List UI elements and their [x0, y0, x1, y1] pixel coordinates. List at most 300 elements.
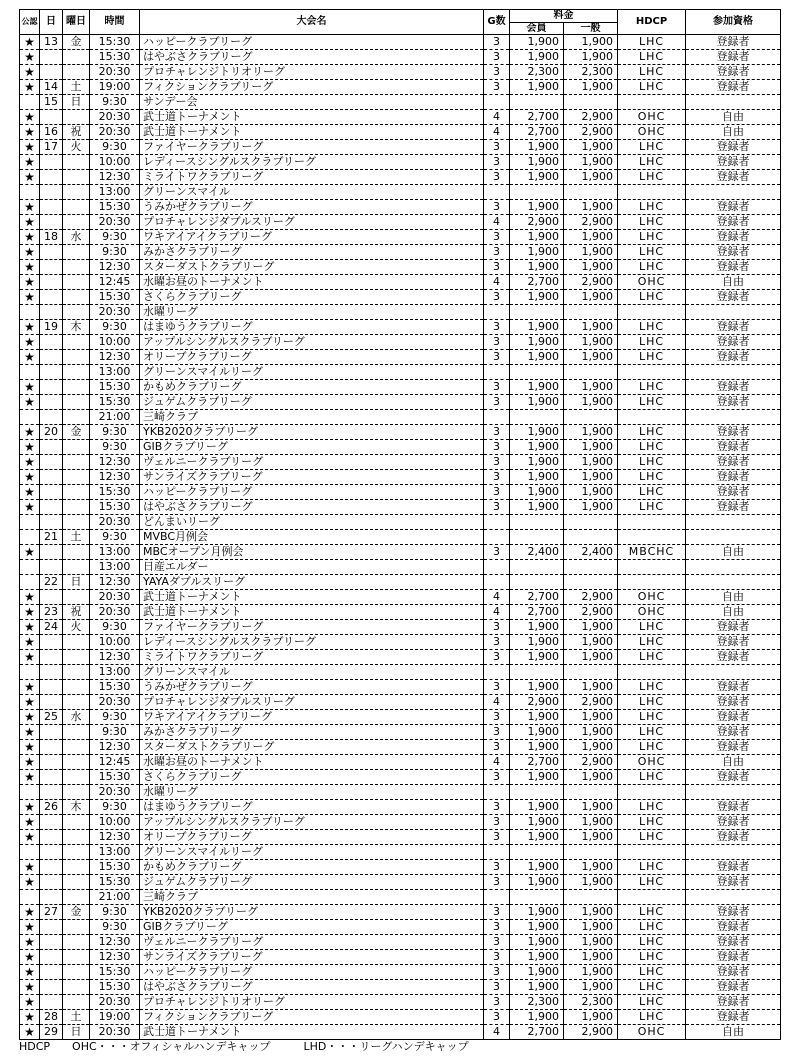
weekday-cell [63, 470, 90, 485]
qualification-cell: 登録者 [686, 320, 781, 335]
official-star [20, 515, 40, 530]
weekday-cell [63, 860, 90, 875]
fee-member-cell [510, 665, 564, 680]
fee-member-cell: 1,900 [510, 740, 564, 755]
hdcp-cell: OHC [618, 275, 686, 290]
qualification-cell: 登録者 [686, 50, 781, 65]
weekday-cell: 金 [63, 425, 90, 440]
hdcp-cell: LHC [618, 140, 686, 155]
weekday-cell [63, 950, 90, 965]
event-name-cell: MBCオープン月例会 [140, 545, 484, 560]
table-row [20, 560, 781, 575]
time-cell: 15:30 [90, 860, 140, 875]
qualification-cell: 登録者 [686, 215, 781, 230]
official-star: ★ [20, 1025, 40, 1040]
qualification-cell: 登録者 [686, 1010, 781, 1025]
time-cell: 15:30 [90, 290, 140, 305]
day-cell [40, 335, 63, 350]
official-star: ★ [20, 245, 40, 260]
games-cell [484, 890, 510, 905]
day-cell [40, 890, 63, 905]
weekday-cell [63, 980, 90, 995]
weekday-cell [63, 830, 90, 845]
games-cell [484, 365, 510, 380]
qualification-cell: 登録者 [686, 35, 781, 50]
fee-general-cell: 2,900 [564, 125, 618, 140]
fee-general-cell: 2,900 [564, 275, 618, 290]
day-cell: 20 [40, 425, 63, 440]
games-cell: 4 [484, 275, 510, 290]
fee-member-cell: 1,900 [510, 725, 564, 740]
hdcp-cell: LHC [618, 260, 686, 275]
day-cell: 15 [40, 95, 63, 110]
event-name-cell: 日産エルダー [140, 560, 484, 575]
official-star [20, 665, 40, 680]
official-star: ★ [20, 935, 40, 950]
games-cell: 3 [484, 485, 510, 500]
games-cell: 3 [484, 380, 510, 395]
fee-member-cell: 1,900 [510, 50, 564, 65]
fee-general-cell: 2,900 [564, 1025, 618, 1040]
event-name-cell: ワキアイアイクラブリーグ [140, 710, 484, 725]
fee-general-cell: 1,900 [564, 200, 618, 215]
weekday-cell: 水 [63, 230, 90, 245]
fee-member-cell [510, 575, 564, 590]
fee-member-cell: 1,900 [510, 425, 564, 440]
fee-member-cell: 1,900 [510, 680, 564, 695]
fee-general-cell: 1,900 [564, 950, 618, 965]
fee-general-cell: 1,900 [564, 680, 618, 695]
fee-member-cell: 1,900 [510, 380, 564, 395]
qualification-cell: 登録者 [686, 650, 781, 665]
hdcp-cell: LHC [618, 875, 686, 890]
fee-general-cell: 2,300 [564, 65, 618, 80]
official-star [20, 185, 40, 200]
day-cell [40, 725, 63, 740]
day-cell: 25 [40, 710, 63, 725]
official-star: ★ [20, 770, 40, 785]
header-fee-member: 会員 [510, 23, 564, 35]
official-star: ★ [20, 1010, 40, 1025]
hdcp-cell: LHC [618, 440, 686, 455]
qualification-cell: 登録者 [686, 860, 781, 875]
fee-general-cell: 1,900 [564, 965, 618, 980]
fee-member-cell: 2,700 [510, 110, 564, 125]
time-cell: 20:30 [90, 110, 140, 125]
weekday-cell [63, 845, 90, 860]
fee-general-cell: 1,900 [564, 80, 618, 95]
hdcp-cell: LHC [618, 200, 686, 215]
fee-member-cell: 2,400 [510, 545, 564, 560]
weekday-cell: 祝 [63, 605, 90, 620]
event-name-cell: ジュゲムクラブリーグ [140, 875, 484, 890]
event-name-cell: 武士道トーナメント [140, 110, 484, 125]
event-name-cell: ヴェルニークラブリーグ [140, 455, 484, 470]
event-name-cell: アップルシングルスクラブリーグ [140, 815, 484, 830]
day-cell [40, 200, 63, 215]
table-row [20, 950, 781, 965]
qualification-cell: 登録者 [686, 680, 781, 695]
table-row [20, 380, 781, 395]
qualification-cell: 登録者 [686, 965, 781, 980]
games-cell [484, 530, 510, 545]
time-cell: 13:00 [90, 185, 140, 200]
time-cell: 20:30 [90, 125, 140, 140]
qualification-cell: 登録者 [686, 875, 781, 890]
event-name-cell: 水曜お昼のトーナメント [140, 755, 484, 770]
fee-general-cell: 1,900 [564, 245, 618, 260]
event-name-cell: うみかぜクラブリーグ [140, 200, 484, 215]
fee-member-cell: 1,900 [510, 860, 564, 875]
fee-member-cell: 1,900 [510, 170, 564, 185]
table-row [20, 335, 781, 350]
day-cell [40, 350, 63, 365]
official-star [20, 845, 40, 860]
time-cell: 9:30 [90, 800, 140, 815]
weekday-cell [63, 50, 90, 65]
hdcp-cell: LHC [618, 380, 686, 395]
official-star: ★ [20, 230, 40, 245]
event-name-cell: ヴェルニークラブリーグ [140, 935, 484, 950]
fee-member-cell [510, 95, 564, 110]
qualification-cell: 登録者 [686, 500, 781, 515]
qualification-cell: 登録者 [686, 350, 781, 365]
hdcp-cell [618, 665, 686, 680]
time-cell: 20:30 [90, 1025, 140, 1040]
day-cell: 28 [40, 1010, 63, 1025]
games-cell: 3 [484, 455, 510, 470]
day-cell [40, 65, 63, 80]
official-star [20, 305, 40, 320]
time-cell: 20:30 [90, 605, 140, 620]
official-star: ★ [20, 140, 40, 155]
event-name-cell: 武士道トーナメント [140, 125, 484, 140]
event-name-cell: サンライズクラブリーグ [140, 950, 484, 965]
fee-member-cell: 1,900 [510, 485, 564, 500]
table-row [20, 530, 781, 545]
event-name-cell: プロチャレンジトリオリーグ [140, 995, 484, 1010]
table-row [20, 755, 781, 770]
official-star: ★ [20, 50, 40, 65]
header-qualification: 参加資格 [686, 10, 781, 35]
weekday-cell [63, 455, 90, 470]
fee-general-cell: 1,900 [564, 290, 618, 305]
games-cell: 4 [484, 125, 510, 140]
fee-general-cell: 1,900 [564, 380, 618, 395]
weekday-cell: 火 [63, 620, 90, 635]
event-name-cell: スターダストクラブリーグ [140, 260, 484, 275]
hdcp-cell: OHC [618, 605, 686, 620]
fee-general-cell: 2,900 [564, 110, 618, 125]
hdcp-cell: MBCHC [618, 545, 686, 560]
fee-member-cell: 2,700 [510, 605, 564, 620]
table-row [20, 425, 781, 440]
table-row [20, 275, 781, 290]
event-name-cell: 武士道トーナメント [140, 1025, 484, 1040]
header-star-label: 公認 [21, 17, 38, 26]
event-name-cell: プロチャレンジダブルスリーグ [140, 215, 484, 230]
weekday-cell [63, 590, 90, 605]
official-star: ★ [20, 275, 40, 290]
time-cell: 15:30 [90, 485, 140, 500]
weekday-cell [63, 335, 90, 350]
games-cell [484, 95, 510, 110]
official-star: ★ [20, 260, 40, 275]
official-star: ★ [20, 920, 40, 935]
qualification-cell: 登録者 [686, 935, 781, 950]
official-star: ★ [20, 860, 40, 875]
official-star: ★ [20, 110, 40, 125]
event-name-cell: YAYAダブルスリーグ [140, 575, 484, 590]
fee-general-cell: 1,900 [564, 710, 618, 725]
fee-member-cell [510, 530, 564, 545]
time-cell: 15:30 [90, 35, 140, 50]
day-cell [40, 290, 63, 305]
event-name-cell: GIBクラブリーグ [140, 920, 484, 935]
weekday-cell [63, 350, 90, 365]
fee-member-cell: 1,900 [510, 290, 564, 305]
fee-member-cell: 1,900 [510, 230, 564, 245]
hdcp-cell: LHC [618, 620, 686, 635]
qualification-cell [686, 560, 781, 575]
weekday-cell [63, 890, 90, 905]
hdcp-cell: LHC [618, 815, 686, 830]
day-cell [40, 440, 63, 455]
day-cell [40, 50, 63, 65]
weekday-cell [63, 410, 90, 425]
games-cell: 3 [484, 815, 510, 830]
header-name: 大会名 [140, 10, 484, 35]
qualification-cell: 登録者 [686, 155, 781, 170]
fee-general-cell: 2,900 [564, 590, 618, 605]
official-star [20, 365, 40, 380]
time-cell: 13:00 [90, 845, 140, 860]
table-row [20, 440, 781, 455]
weekday-cell [63, 740, 90, 755]
official-star: ★ [20, 455, 40, 470]
day-cell [40, 410, 63, 425]
hdcp-cell: LHC [618, 245, 686, 260]
games-cell: 3 [484, 245, 510, 260]
fee-member-cell: 1,900 [510, 140, 564, 155]
day-cell [40, 470, 63, 485]
official-star: ★ [20, 380, 40, 395]
hdcp-cell: LHC [618, 290, 686, 305]
games-cell: 3 [484, 500, 510, 515]
games-cell: 4 [484, 605, 510, 620]
fee-general-cell: 1,900 [564, 155, 618, 170]
hdcp-legend: HDCP OHC・・・オフィシャルハンデキャップ LHD・・・リーグハンデキャップ [19, 1040, 469, 1053]
event-name-cell: 武士道トーナメント [140, 605, 484, 620]
event-name-cell: サンライズクラブリーグ [140, 470, 484, 485]
day-cell [40, 860, 63, 875]
event-name-cell: 三崎クラブ [140, 890, 484, 905]
fee-general-cell [564, 530, 618, 545]
day-cell [40, 260, 63, 275]
fee-general-cell: 1,900 [564, 620, 618, 635]
qualification-cell: 自由 [686, 755, 781, 770]
official-star: ★ [20, 335, 40, 350]
hdcp-cell: LHC [618, 695, 686, 710]
time-cell: 10:00 [90, 815, 140, 830]
games-cell: 3 [484, 140, 510, 155]
hdcp-cell: LHC [618, 335, 686, 350]
official-star: ★ [20, 875, 40, 890]
event-name-cell: YKB2020クラブリーグ [140, 425, 484, 440]
table-row [20, 170, 781, 185]
day-cell [40, 500, 63, 515]
games-cell: 3 [484, 905, 510, 920]
official-star: ★ [20, 635, 40, 650]
table-row [20, 320, 781, 335]
qualification-cell: 登録者 [686, 140, 781, 155]
day-cell: 29 [40, 1025, 63, 1040]
official-star: ★ [20, 995, 40, 1010]
fee-member-cell: 1,900 [510, 155, 564, 170]
day-cell [40, 365, 63, 380]
games-cell: 3 [484, 350, 510, 365]
table-row [20, 155, 781, 170]
hdcp-cell: LHC [618, 830, 686, 845]
weekday-cell [63, 440, 90, 455]
time-cell: 9:30 [90, 620, 140, 635]
weekday-cell: 祝 [63, 125, 90, 140]
table-row [20, 635, 781, 650]
fee-general-cell [564, 785, 618, 800]
weekday-cell [63, 515, 90, 530]
official-star: ★ [20, 650, 40, 665]
day-cell [40, 485, 63, 500]
header-day: 日 [40, 10, 63, 35]
games-cell: 4 [484, 110, 510, 125]
fee-member-cell: 1,900 [510, 320, 564, 335]
event-name-cell: オリーブクラブリーグ [140, 830, 484, 845]
fee-general-cell [564, 515, 618, 530]
day-cell: 13 [40, 35, 63, 50]
time-cell: 15:30 [90, 500, 140, 515]
hdcp-cell: LHC [618, 980, 686, 995]
weekday-cell [63, 875, 90, 890]
qualification-cell: 登録者 [686, 995, 781, 1010]
official-star: ★ [20, 290, 40, 305]
time-cell: 12:30 [90, 455, 140, 470]
weekday-cell [63, 485, 90, 500]
day-cell [40, 935, 63, 950]
day-cell [40, 455, 63, 470]
weekday-cell: 水 [63, 710, 90, 725]
event-name-cell: ハッピークラブリーグ [140, 35, 484, 50]
day-cell [40, 245, 63, 260]
fee-member-cell [510, 515, 564, 530]
games-cell: 3 [484, 995, 510, 1010]
day-cell [40, 965, 63, 980]
qualification-cell: 自由 [686, 1025, 781, 1040]
day-cell [40, 920, 63, 935]
qualification-cell [686, 890, 781, 905]
weekday-cell [63, 920, 90, 935]
official-star: ★ [20, 500, 40, 515]
games-cell: 3 [484, 335, 510, 350]
table-row [20, 80, 781, 95]
fee-general-cell [564, 95, 618, 110]
games-cell: 3 [484, 230, 510, 245]
table-row [20, 485, 781, 500]
day-cell: 26 [40, 800, 63, 815]
official-star: ★ [20, 155, 40, 170]
time-cell: 13:00 [90, 665, 140, 680]
time-cell: 15:30 [90, 980, 140, 995]
time-cell: 15:30 [90, 770, 140, 785]
header-fee-general: 一般 [564, 23, 618, 35]
games-cell [484, 845, 510, 860]
fee-general-cell: 1,900 [564, 35, 618, 50]
hdcp-cell [618, 845, 686, 860]
weekday-cell: 土 [63, 530, 90, 545]
official-star: ★ [20, 170, 40, 185]
qualification-cell: 登録者 [686, 620, 781, 635]
day-cell: 21 [40, 530, 63, 545]
fee-general-cell: 1,900 [564, 935, 618, 950]
table-row [20, 665, 781, 680]
hdcp-cell: LHC [618, 650, 686, 665]
games-cell: 3 [484, 200, 510, 215]
schedule-table [19, 9, 781, 1040]
weekday-cell [63, 935, 90, 950]
official-star: ★ [20, 605, 40, 620]
fee-general-cell: 1,900 [564, 170, 618, 185]
table-row [20, 770, 781, 785]
qualification-cell: 登録者 [686, 950, 781, 965]
day-cell [40, 110, 63, 125]
fee-member-cell: 1,900 [510, 980, 564, 995]
fee-general-cell [564, 185, 618, 200]
time-cell: 20:30 [90, 305, 140, 320]
weekday-cell [63, 200, 90, 215]
day-cell [40, 770, 63, 785]
event-name-cell: 武士道トーナメント [140, 590, 484, 605]
fee-general-cell: 1,900 [564, 230, 618, 245]
fee-general-cell: 1,900 [564, 725, 618, 740]
fee-member-cell: 1,900 [510, 500, 564, 515]
table-row [20, 695, 781, 710]
event-name-cell: ミライトワクラブリーグ [140, 170, 484, 185]
table-row [20, 50, 781, 65]
fee-general-cell [564, 365, 618, 380]
qualification-cell [686, 785, 781, 800]
qualification-cell [686, 185, 781, 200]
fee-member-cell [510, 560, 564, 575]
header-games: G数 [484, 10, 510, 35]
event-name-cell: レディースシングルスクラブリーグ [140, 635, 484, 650]
day-cell [40, 740, 63, 755]
day-cell: 24 [40, 620, 63, 635]
table-row [20, 200, 781, 215]
fee-member-cell: 1,900 [510, 935, 564, 950]
weekday-cell [63, 380, 90, 395]
fee-member-cell: 1,900 [510, 335, 564, 350]
official-star: ★ [20, 425, 40, 440]
games-cell: 3 [484, 770, 510, 785]
games-cell: 3 [484, 65, 510, 80]
event-name-cell: みかさクラブリーグ [140, 725, 484, 740]
table-row [20, 785, 781, 800]
official-star: ★ [20, 755, 40, 770]
weekday-cell [63, 170, 90, 185]
hdcp-cell: LHC [618, 725, 686, 740]
day-cell [40, 155, 63, 170]
official-star: ★ [20, 350, 40, 365]
fee-member-cell: 1,900 [510, 920, 564, 935]
